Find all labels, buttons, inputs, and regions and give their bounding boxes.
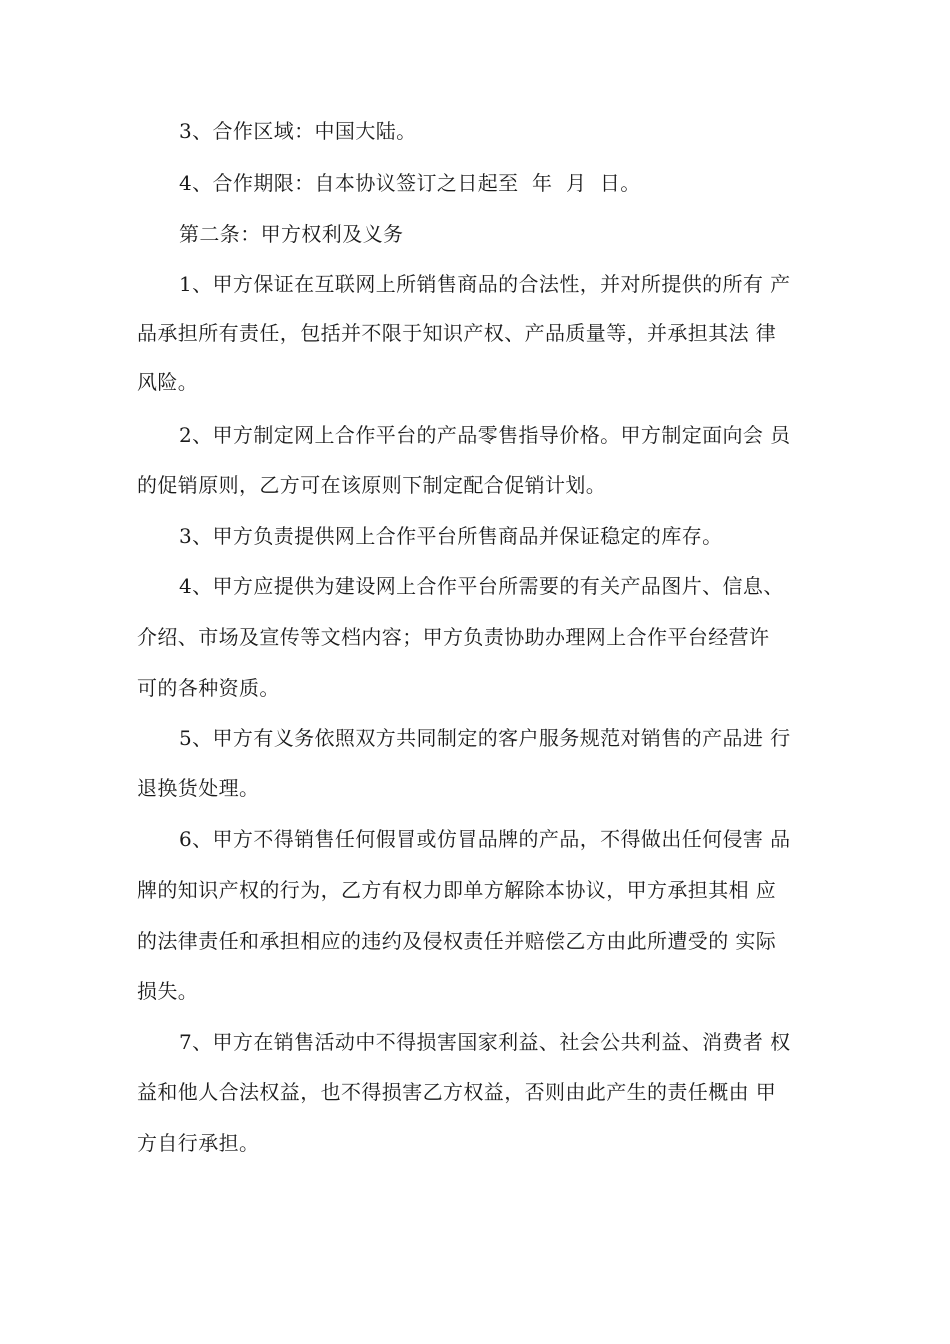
text-line: 2、甲方制定网上合作平台的产品零售指导价格。甲方制定面向会 员 [179,423,791,447]
text-line: 损失。 [137,979,199,1003]
text-line: 4、甲方应提供为建设网上合作平台所需要的有关产品图片、信息、 [179,574,784,598]
text-line: 7、甲方在销售活动中不得损害国家利益、社会公共利益、消费者 权 [179,1030,791,1054]
section-heading: 第二条：甲方权利及义务 [179,222,404,246]
text-line: 3、甲方负责提供网上合作平台所售商品并保证稳定的库存。 [179,524,723,548]
text-line: 4、合作期限：自本协议签订之日起至 年 月 日。 [179,171,641,195]
text-line: 可的各种资质。 [137,676,280,700]
text-line: 牌的知识产权的行为，乙方有权力即单方解除本协议，甲方承担其相 应 [137,878,777,902]
text-line: 6、甲方不得销售任何假冒或仿冒品牌的产品，不得做出任何侵害 品 [179,827,791,851]
text-line: 品承担所有责任，包括并不限于知识产权、产品质量等，并承担其法 律 [137,321,777,345]
text-line: 的法律责任和承担相应的违约及侵权责任并赔偿乙方由此所遭受的 实际 [137,929,777,953]
text-line: 退换货处理。 [137,776,260,800]
text-line: 1、甲方保证在互联网上所销售商品的合法性，并对所提供的所有 产 [179,272,791,296]
text-line: 方自行承担。 [137,1131,260,1155]
text-line: 风险。 [137,370,199,394]
text-line: 5、甲方有义务依照双方共同制定的客户服务规范对销售的产品进 行 [179,726,791,750]
text-line: 介绍、市场及宣传等文档内容；甲方负责协助办理网上合作平台经营许 [137,625,770,649]
text-line: 的促销原则，乙方可在该原则下制定配合促销计划。 [137,473,607,497]
text-line: 3、合作区域：中国大陆。 [179,119,417,143]
text-line: 益和他人合法权益，也不得损害乙方权益，否则由此产生的责任概由 甲 [137,1080,777,1104]
